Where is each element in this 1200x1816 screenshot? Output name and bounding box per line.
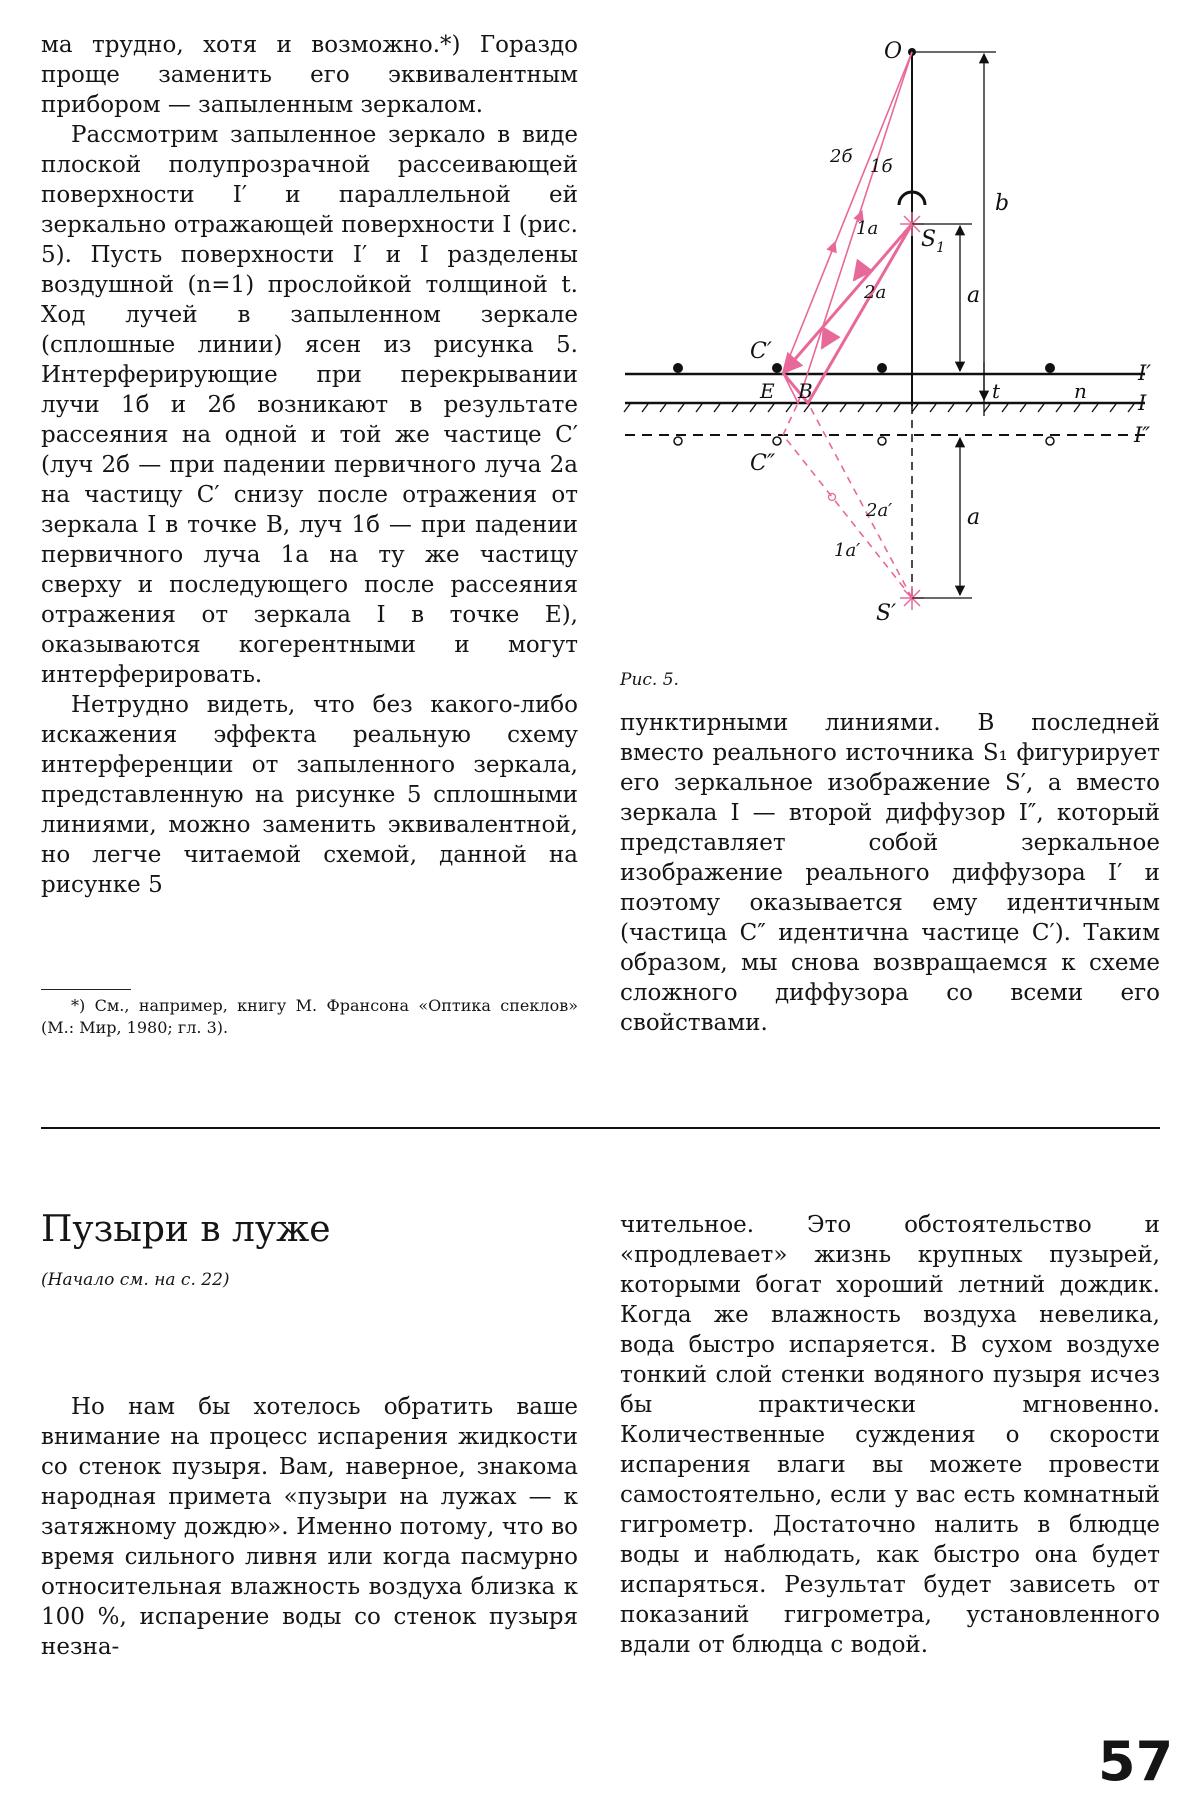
label-S1: $S_1$ xyxy=(921,227,945,256)
paragraph: ма трудно, хотя и возможно.*) Гораздо проще заменить его эквивалентным прибором — запыленным зеркалом. xyxy=(41,32,578,118)
mirror-hatching xyxy=(624,404,1134,412)
dimension-lines xyxy=(912,52,996,598)
label-plane-I-prime: I′ xyxy=(1138,361,1152,385)
label-S-prime: S′ xyxy=(876,601,897,626)
figure-caption: Рис. 5. xyxy=(620,670,679,690)
label-ray-1a-prime: 1а′ xyxy=(834,540,861,561)
label-a-upper: a xyxy=(967,283,981,308)
label-ray-1a: 1а xyxy=(856,218,879,239)
label-ray-2a-prime: 2а′ xyxy=(866,500,893,521)
label-plane-I: I xyxy=(1138,391,1147,415)
ray-2a-prime xyxy=(808,403,912,598)
paragraph: Но нам бы хотелось обратить ваше внимание на процесс испарения жидкости со стенок пузыря. Вам, наверное, знакома народная примета «пузыри на лужах — к затяжному дождю». Именно потому, что во время сильного ливня или когда пасмурно относительная влажность воздуха близка к 100 %, испарение воды со стенок пузыря незна- xyxy=(41,1394,578,1660)
label-plane-I-double-prime: I″ xyxy=(1134,423,1151,447)
article1-right-column xyxy=(620,708,1160,1038)
label-ray-2b: 2б xyxy=(830,146,853,167)
footnote-text: См., например, книгу М. Франсона «Оптика спеклов» (М.: Мир, 1980; гл. 3). xyxy=(41,996,578,1037)
label-b: b xyxy=(995,191,1010,216)
label-ray-1b: 1б xyxy=(870,156,893,177)
label-a-lower: a xyxy=(967,505,981,530)
label-E: E xyxy=(760,379,775,403)
footnote-rule xyxy=(41,989,131,990)
paragraph: пунктирными линиями. В последней вместо реального источника S₁ фигурирует его зеркальное изображение S′, а вместо зеркала I — второй диффузор I″, который представляет собой зеркальное изображение реального диффузора I′ и поэтому оказывается ему идентичным (частица C″ идентична частице C′). Таким образом, мы снова возвращаемся к схеме сложного диффузора со всеми его свойствами. xyxy=(620,710,1160,1036)
label-C-prime: C′ xyxy=(750,339,772,364)
particles-upper xyxy=(673,363,1055,373)
ray-marker xyxy=(829,494,836,501)
page-number: 57 xyxy=(1098,1730,1174,1793)
label-t: t xyxy=(992,379,1001,403)
label-B: B xyxy=(798,379,813,403)
footnote-mark: *) xyxy=(71,996,86,1015)
rays-dashed xyxy=(783,403,912,598)
ray-2b xyxy=(783,52,912,373)
figure-5-diagram xyxy=(600,22,1160,626)
article2-left-column xyxy=(41,1392,578,1662)
label-C-double-prime: C″ xyxy=(750,451,776,476)
ray-1a xyxy=(783,224,912,373)
rays-solid xyxy=(783,52,912,403)
paragraph: Нетрудно видеть, что без какого-либо искажения эффекта реальную схему интерференции от запыленного зеркала, представленную на рисунке 5 сплошными линиями, можно заменить эквивалентной, но легче читаемой схемой, данной на рисунке 5 xyxy=(41,692,578,898)
article1-left-column xyxy=(41,30,578,900)
footnote xyxy=(41,995,578,1039)
ray-1a-prime xyxy=(783,435,912,598)
paragraph: чительное. Это обстоятельство и «продлевает» жизнь крупных пузырей, которыми богат хороший летний дождик. Когда же влажность воздуха невелика, вода быстро испаряется. В сухом воздухе тонкий слой стенки водяного пузыря исчез бы практически мгновенно. Количественные суждения о скорости испарения влаги вы можете провести самостоятельно, если у вас есть комнатный гигрометр. Достаточно налить в блюдце воды и наблюдать, как быстро она будет испаряться. Результат будет зависеть от показаний гигрометра, установленного вдали от блюдца с водой. xyxy=(620,1212,1160,1658)
article2-right-column xyxy=(620,1210,1160,1660)
label-ray-2a: 2а xyxy=(864,282,887,303)
paragraph: Рассмотрим запыленное зеркало в виде плоской полупрозрачной рассеивающей поверхности I′ и параллельной ей зеркально отражающей поверхности I (рис. 5). Пусть поверхности I′ и I разделены воздушной (n=1) прослойкой толщиной t. Ход лучей в запыленном зеркале (сплошные линии) ясен из рисунка 5. Интерферирующие при перекрывании лучи 1б и 2б возникают в результате рассеяния на одной и той же частице C′(луч 2б — при падении первичного луча 2а на частицу C′ снизу после отражения от зеркала I в точке B, луч 1б — при падении первичного луча 1а на ту же частицу сверху и последующего после рассеяния отражения от зеркала I в точке E), оказываются когерентными и могут интерферировать. xyxy=(41,122,578,688)
article-subtitle: (Начало см. на с. 22) xyxy=(41,1270,230,1290)
article-title: Пузыри в луже xyxy=(41,1209,331,1250)
section-separator xyxy=(41,1127,1160,1129)
particles-lower xyxy=(674,437,1054,445)
label-n: n xyxy=(1074,379,1087,403)
label-O: O xyxy=(884,39,903,64)
